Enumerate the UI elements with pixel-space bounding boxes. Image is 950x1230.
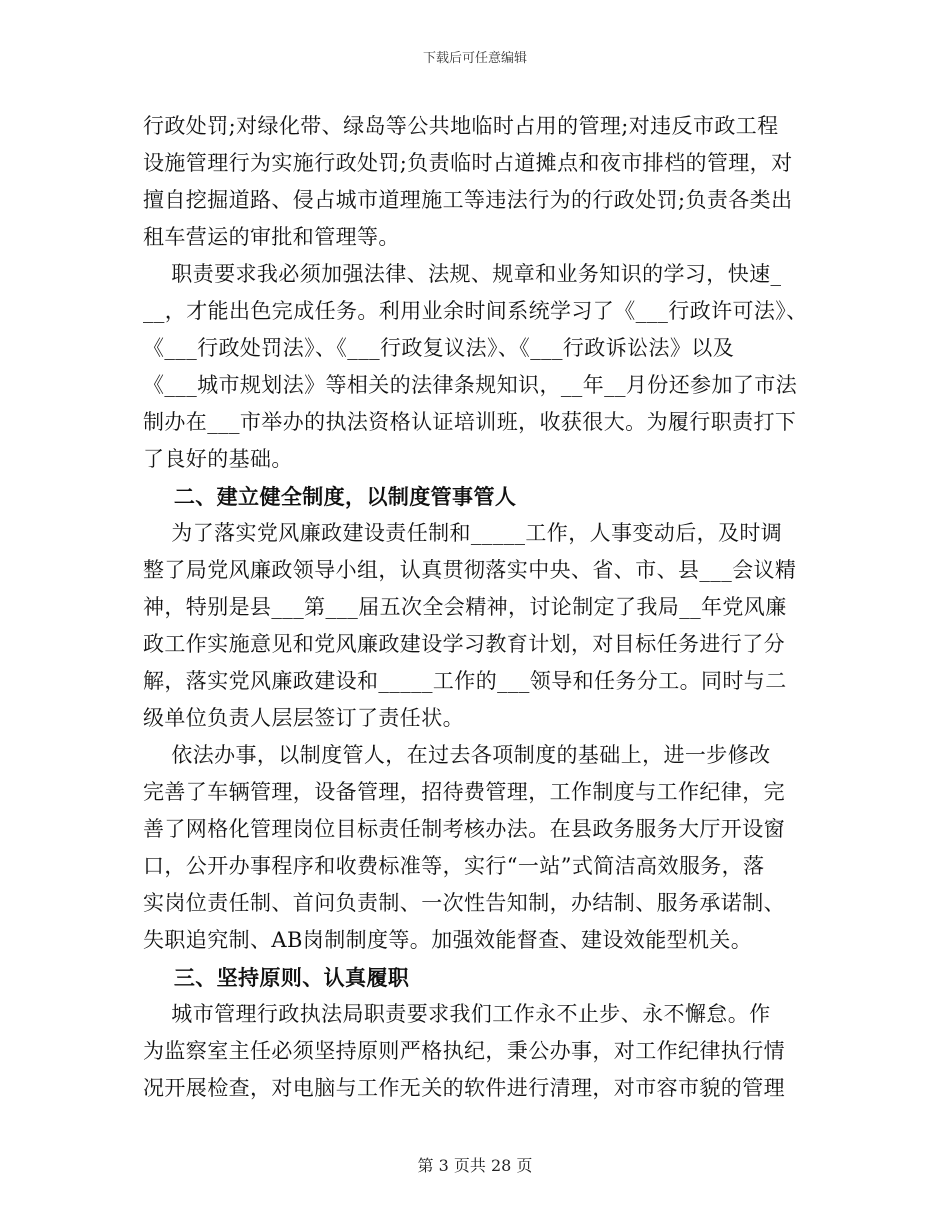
body-line: 依法办事，以制度管人，在过去各项制度的基础上，进一步修改	[143, 743, 771, 767]
body-line: 解，落实党风廉政建设和_____工作的___领导和任务分工。同时与二	[143, 669, 787, 693]
body-line: 《___行政处罚法》、《___行政复议法》、《___行政诉讼法》以及	[143, 336, 735, 360]
body-line: 职责要求我必须加强法律、法规、规章和业务知识的学习，快速_	[143, 262, 782, 286]
body-line: 租车营运的审批和管理等。	[143, 225, 400, 249]
body-line: 失职追究制、AB岗制制度等。加强效能督查、建设效能型机关。	[143, 928, 753, 952]
body-line: 善了网格化管理岗位目标责任制考核办法。在县政务服务大厅开设窗	[143, 817, 785, 841]
body-line: 制办在___市举办的执法资格认证培训班，收获很大。为履行职责打下	[143, 410, 797, 434]
page-header: 下载后可任意编辑	[422, 51, 527, 66]
document-body	[143, 108, 811, 1107]
body-line: 况开展检查，对电脑与工作无关的软件进行清理，对市容市貌的管理	[143, 1076, 785, 1100]
body-line: 城市管理行政执法局职责要求我们工作永不止步、永不懈怠。作	[143, 1002, 771, 1026]
body-line: 政工作实施意见和党风廉政建设学习教育计划，对目标任务进行了分	[143, 632, 785, 656]
body-line: 设施管理行为实施行政处罚;负责临时占道摊点和夜市排档的管理，对	[143, 151, 793, 175]
body-line: __，才能出色完成任务。利用业余时间系统学习了《___行政许可法》、	[143, 299, 808, 323]
section-heading: 二、建立健全制度，以制度管事管人	[143, 484, 517, 509]
body-line: 擅自挖掘道路、侵占城市道理施工等违法行为的行政处罚;负责各类出	[143, 188, 793, 212]
body-line: 为监察室主任必须坚持原则严格执纪，秉公办事，对工作纪律执行情	[143, 1039, 785, 1063]
body-line: 为了落实党风廉政建设责任制和_____工作，人事变动后，及时调	[143, 521, 783, 545]
body-line: 神，特别是县___第___届五次全会精神，讨论制定了我局__年党风廉	[143, 595, 787, 619]
body-line: 行政处罚;对绿化带、绿岛等公共地临时占用的管理;对违反市政工程	[143, 114, 779, 138]
page-number: 第 3 页共 28 页	[417, 1156, 533, 1175]
section-heading: 三、坚持原则、认真履职	[143, 965, 410, 990]
body-line: 完善了车辆管理，设备管理，招待费管理，工作制度与工作纪律，完	[143, 780, 785, 804]
body-line: 口，公开办事程序和收费标准等，实行“一站”式简洁高效服务，落	[143, 854, 765, 878]
body-line: 了良好的基础。	[143, 447, 293, 471]
body-line: 整了局党风廉政领导小组，认真贯彻落实中央、省、市、县___会议精	[143, 558, 797, 582]
body-line: 《___城市规划法》等相关的法律条规知识，__年__月份还参加了市法	[143, 373, 798, 397]
body-line: 级单位负责人层层签订了责任状。	[143, 706, 464, 730]
body-line: 实岗位责任制、首问负责制、一次性告知制，办结制、服务承诺制、	[143, 891, 785, 915]
